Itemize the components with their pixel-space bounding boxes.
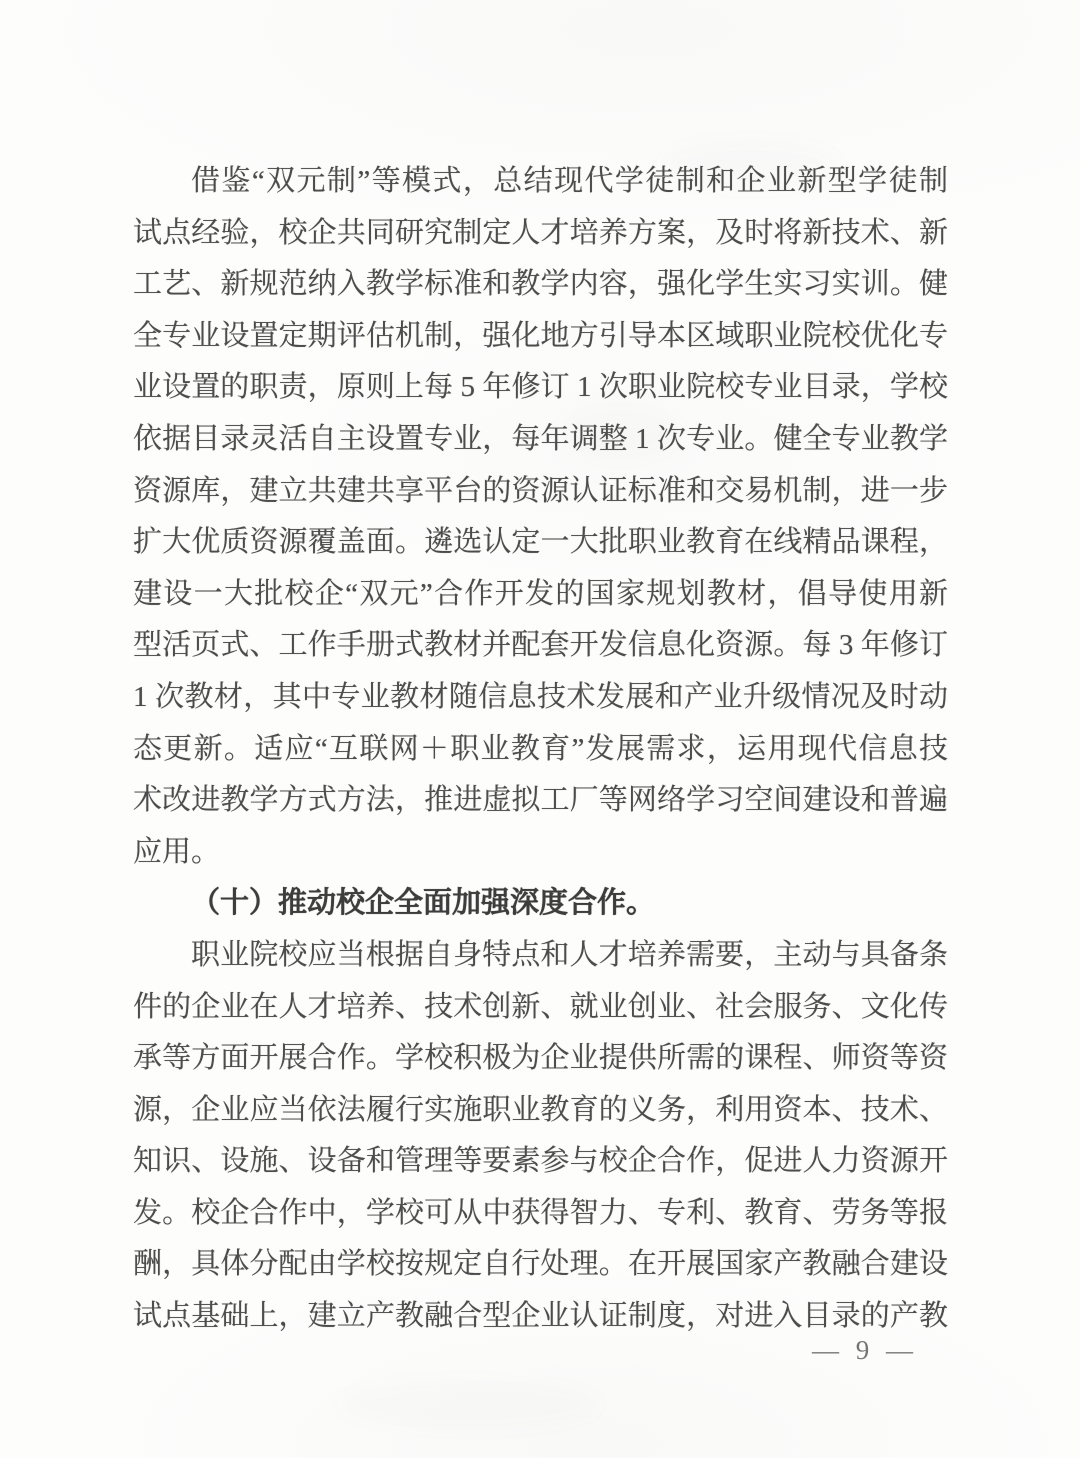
text-line: 型活页式、工作手册式教材并配套开发信息化资源。每 3 年修订 [133, 629, 948, 662]
text-line: 件的企业在人才培养、技术创新、就业创业、社会服务、文化传 [133, 990, 948, 1023]
page-number: — 9 — [812, 1335, 918, 1365]
text-line: 全专业设置定期评估机制，强化地方引导本区域职业院校优化专 [133, 319, 948, 352]
text-line: 工艺、新规范纳入教学标准和教学内容，强化学生实习实训。健 [133, 268, 948, 301]
text-line: 借鉴“双元制”等模式，总结现代学徒制和企业新型学徒制 [191, 165, 948, 197]
text-line: 扩大优质资源覆盖面。遴选认定一大批职业教育在线精品课程， [133, 526, 948, 559]
text-line: 试点基础上，建立产教融合型企业认证制度，对进入目录的产教 [133, 1300, 948, 1333]
paragraph-end-line: 应用。 [133, 835, 221, 868]
text-line: 职业院校应当根据自身特点和人才培养需要，主动与具备条 [191, 938, 948, 971]
text-line: 建设一大批校企“双元”合作开发的国家规划教材，倡导使用新 [133, 577, 948, 610]
text-line: 1 次教材，其中专业教材随信息技术发展和产业升级情况及时动 [133, 680, 948, 713]
text-line: 发。校企合作中，学校可从中获得智力、专利、教育、劳务等报 [133, 1196, 948, 1229]
text-line: 资源库，建立共建共享平台的资源认证标准和交易机制，进一步 [133, 474, 948, 507]
text-block [133, 156, 948, 1343]
text-line: 态更新。适应“互联网＋职业教育”发展需求，运用现代信息技 [133, 732, 948, 765]
text-line: 源，企业应当依法履行实施职业教育的义务，利用资本、技术、 [133, 1093, 948, 1126]
text-line: 术改进教学方式方法，推进虚拟工厂等网络学习空间建设和普遍 [133, 784, 948, 817]
text-line: 业设置的职责，原则上每 5 年修订 1 次职业院校专业目录，学校 [133, 371, 948, 404]
text-line: 试点经验，校企共同研究制定人才培养方案，及时将新技术、新 [133, 216, 948, 249]
text-line: 依据目录灵活自主设置专业，每年调整 1 次专业。健全专业教学 [133, 422, 948, 455]
text-line: 酬，具体分配由学校按规定自行处理。在开展国家产教融合建设 [133, 1248, 948, 1281]
section-heading: （十）推动校企全面加强深度合作。 [191, 887, 656, 920]
text-line: 承等方面开展合作。学校积极为企业提供所需的课程、师资等资 [133, 1042, 948, 1075]
scan-smudge [340, 1380, 600, 1430]
text-line: 知识、设施、设备和管理等要素参与校企合作，促进人力资源开 [133, 1145, 948, 1178]
